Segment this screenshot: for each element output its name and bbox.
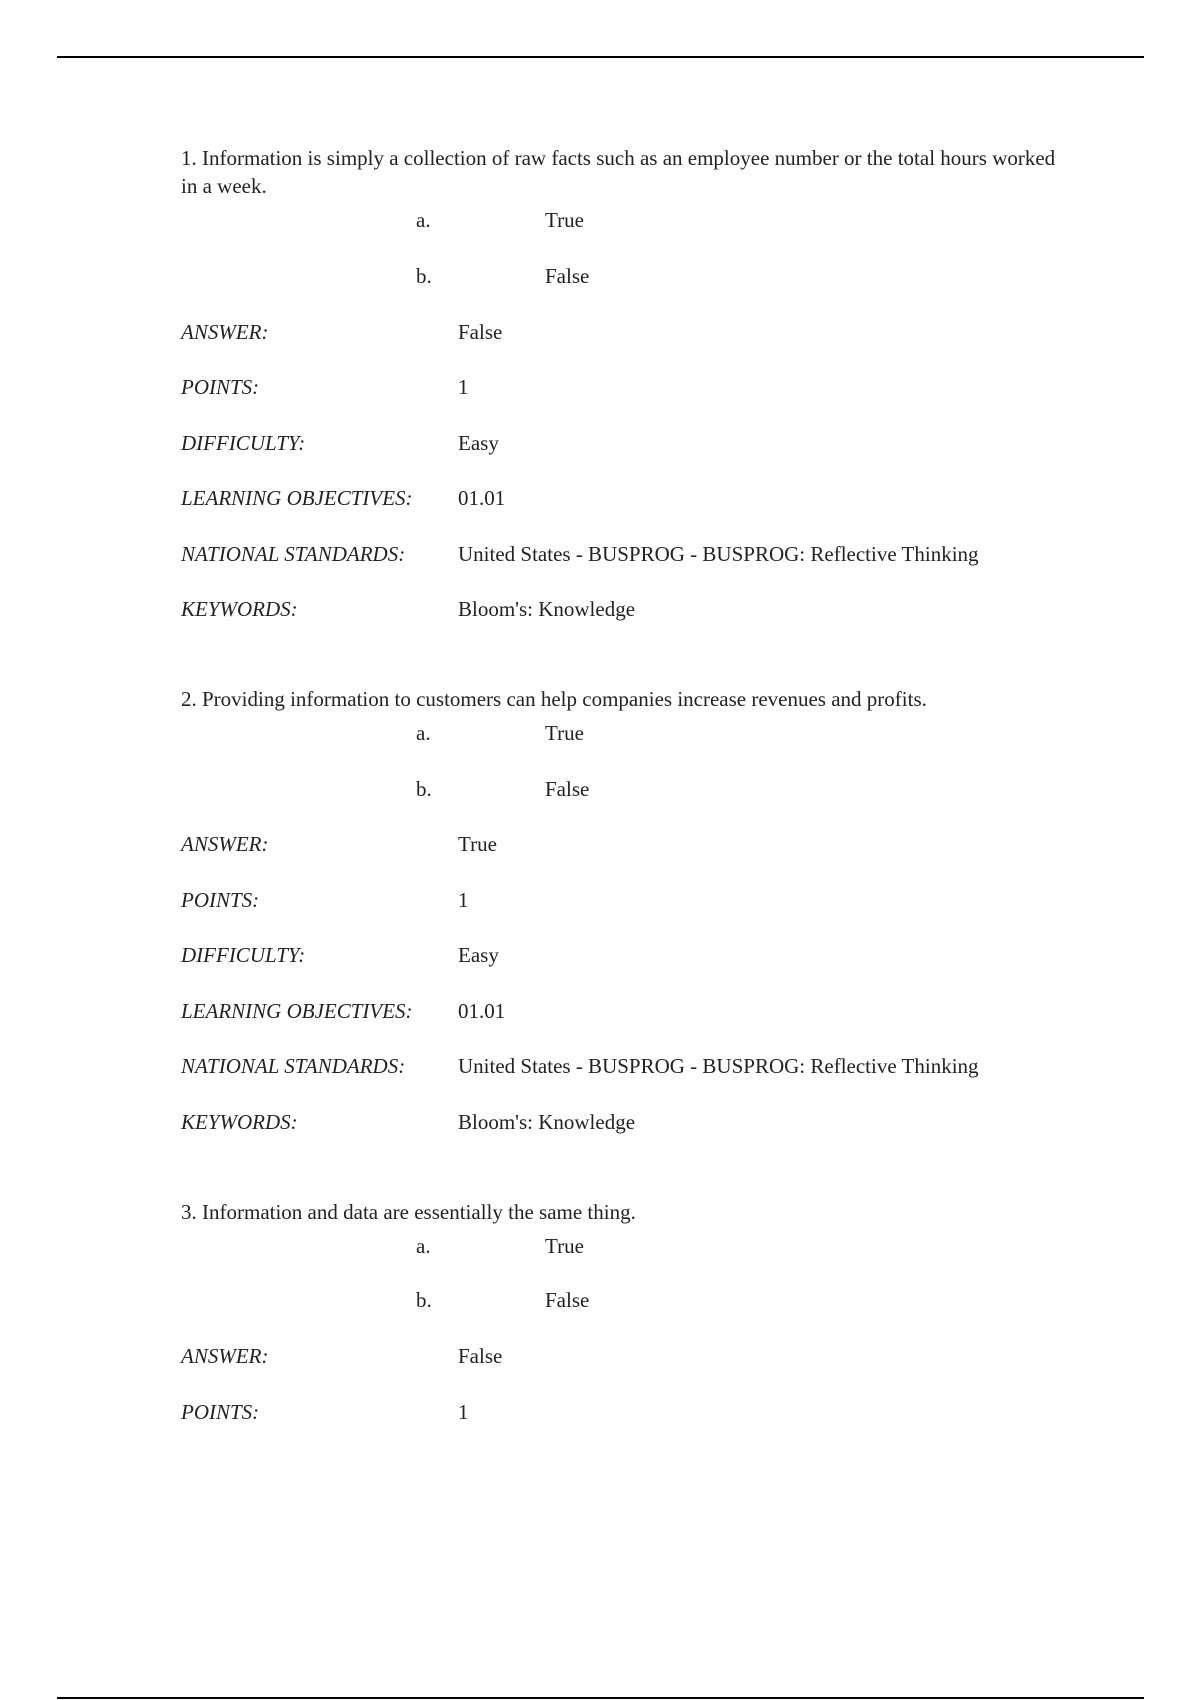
option-letter: a.: [416, 208, 431, 232]
footer-rule: [57, 1697, 1144, 1699]
option-value: False: [545, 264, 590, 288]
difficulty-label: DIFFICULTY:: [181, 431, 306, 455]
option-letter: b.: [416, 1288, 432, 1312]
question-text: 1. Information is simply a collection of raw facts such as an employee number or the total hours worked in a week.: [181, 146, 1056, 198]
difficulty-value: Easy: [458, 431, 499, 455]
option-value: True: [545, 208, 584, 232]
learning-objectives-label: LEARNING OBJECTIVES:: [181, 999, 413, 1023]
difficulty-value: Easy: [458, 943, 499, 967]
question-3: [181, 1198, 1061, 1424]
answer-label: ANSWER:: [181, 1344, 269, 1368]
option-value: True: [545, 1234, 584, 1258]
question-2: [181, 685, 1061, 1134]
option-value: True: [545, 721, 584, 745]
national-standards-label: NATIONAL STANDARDS:: [181, 542, 406, 566]
answer-value: False: [458, 320, 503, 344]
option-letter: a.: [416, 1234, 431, 1258]
question-text: 2. Providing information to customers can help companies increase revenues and profits.: [181, 687, 927, 711]
national-standards-label: NATIONAL STANDARDS:: [181, 1054, 406, 1078]
option-value: False: [545, 1288, 590, 1312]
answer-label: ANSWER:: [181, 320, 269, 344]
keywords-value: Bloom's: Knowledge: [458, 597, 636, 621]
learning-objectives-value: 01.01: [458, 999, 506, 1023]
points-value: 1: [458, 375, 469, 399]
header-rule: [57, 56, 1144, 58]
answer-label: ANSWER:: [181, 832, 269, 856]
answer-value: False: [458, 1344, 503, 1368]
points-label: POINTS:: [181, 888, 260, 912]
difficulty-label: DIFFICULTY:: [181, 943, 306, 967]
answer-value: True: [458, 832, 497, 856]
points-label: POINTS:: [181, 375, 260, 399]
national-standards-value: United States - BUSPROG - BUSPROG: Reflective Thinking: [458, 1054, 979, 1078]
question-text: 3. Information and data are essentially the same thing.: [181, 1200, 636, 1224]
question-1: [181, 144, 1061, 621]
option-value: False: [545, 777, 590, 801]
points-value: 1: [458, 888, 469, 912]
points-label: POINTS:: [181, 1400, 260, 1424]
points-value: 1: [458, 1400, 469, 1424]
keywords-value: Bloom's: Knowledge: [458, 1110, 636, 1134]
national-standards-value: United States - BUSPROG - BUSPROG: Reflective Thinking: [458, 542, 979, 566]
keywords-label: KEYWORDS:: [181, 597, 298, 621]
learning-objectives-value: 01.01: [458, 486, 506, 510]
learning-objectives-label: LEARNING OBJECTIVES:: [181, 486, 413, 510]
option-letter: b.: [416, 264, 432, 288]
keywords-label: KEYWORDS:: [181, 1110, 298, 1134]
option-letter: b.: [416, 777, 432, 801]
option-letter: a.: [416, 721, 431, 745]
